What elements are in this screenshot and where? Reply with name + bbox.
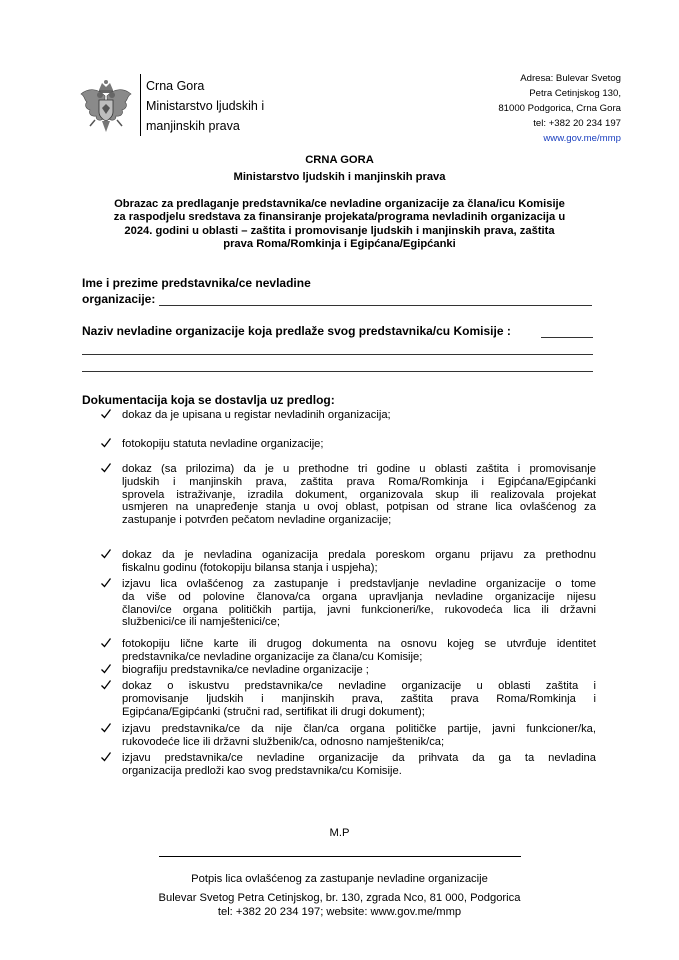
documentation-item: [122, 680, 596, 718]
title-ministry: Ministarstvo ljudskih i manjinskih prava: [233, 171, 446, 183]
header-country: Crna Gora: [146, 79, 205, 93]
footer-address: Bulevar Svetog Petra Cetinjskog, br. 130, zgrada Nco, 81 000, Podgorica: [158, 892, 521, 904]
checkmark-icon: [100, 577, 112, 589]
documentation-item-line: izjavu lica ovlašćenog za zastupanje i predstavljanje nevladine organizacije o tome: [122, 578, 596, 590]
checkmark-icon: [100, 679, 112, 691]
documentation-item: [122, 438, 596, 451]
checkmark-icon: [100, 637, 112, 649]
checkmark-icon: [100, 437, 112, 449]
header-address-line-3: 81000 Podgorica, Crna Gora: [498, 103, 621, 114]
documentation-item-line: dokaz (sa prilozima) da je u prethodne tri godine u oblasti zaštita i promovisanje: [122, 463, 596, 475]
documentation-item-line: zastupanje i potvrđen pečatom nevladine organizacije;: [122, 514, 392, 527]
checkmark-icon: [100, 663, 112, 675]
documentation-item-line: da više od polovine članova/ca organa upravljanja nevladine organizacije nijesu: [122, 590, 596, 603]
signature-line[interactable]: [159, 856, 521, 857]
documentation-item: [122, 578, 596, 629]
checkmark-icon: [100, 722, 112, 734]
documentation-item-line: biografiju predstavnika/ce nevladine organizacije ;: [122, 664, 369, 676]
checkmark-icon: [100, 751, 112, 763]
documentation-item-line: sprovela istraživanje, izradila dokument, organizovala skup ili realizovala projekat: [122, 488, 596, 501]
documentation-item: [122, 638, 596, 664]
documentation-item-line: članovi/ce organa političkih partija, javni funkcioneri/ke, rukovodeća lica ili državni: [122, 603, 596, 616]
header-address-line-2: Petra Cetinjskog 130,: [529, 88, 621, 99]
ngo-name-field[interactable]: [541, 337, 593, 338]
ngo-name-label: Naziv nevladine organizacije koja predlaže svog predstavnika/cu Komisije :: [82, 324, 511, 338]
header-address-line-1: Adresa: Bulevar Svetog: [520, 73, 621, 84]
documentation-item-line: fotokopiju lične karte ili drugog dokumenta na osnovu kojeg se utvrđuje identitet: [122, 638, 596, 650]
representative-label-2: organizacije:: [82, 292, 156, 306]
stamp-label: M.P: [329, 827, 350, 839]
documentation-item-line: fotokopiju statuta nevladine organizacije;: [122, 438, 324, 450]
documentation-item-line: rukovodeće lice ili državni službenik/ca, odnosno namještenik/ca;: [122, 735, 445, 748]
header-phone: tel: +382 20 234 197: [533, 118, 621, 129]
checkmark-icon: [100, 408, 112, 420]
documentation-item-line: izjavu predstavnika/ce da nije član/ca organa političke partije, javni funkcioner/ka,: [122, 723, 596, 735]
documentation-item: [122, 752, 596, 778]
checkmark-icon: [100, 548, 112, 560]
checkmark-icon: [100, 462, 112, 474]
title-country: CRNA GORA: [305, 154, 374, 166]
documentation-item-line: fiskalnu godinu (fotokopiju bilansa stanja i uspjeha);: [122, 561, 378, 574]
documentation-item-line: organizacija predloži kao svog predstavnika/cu Komisije.: [122, 764, 402, 777]
documentation-item: [122, 723, 596, 749]
ngo-name-field-line-3[interactable]: [82, 371, 593, 372]
documentation-item-line: promovisanje ljudskih i manjinskih prava, zaštita prava Roma/Romkinja i: [122, 692, 596, 705]
form-title-line-3: 2024. godini u oblasti – zaštita i promovisanje ljudskih i manjinskih prava, zaštita: [124, 225, 555, 237]
header-divider: [140, 74, 141, 136]
documentation-item-line: izjavu predstavnika/ce nevladine organizacije da prihvata da ga ta nevladina: [122, 752, 596, 764]
footer-contact: tel: +382 20 234 197; website: www.gov.me/mmp: [217, 906, 462, 918]
documentation-item-line: dokaz da je nevladina oganizacija predala poreskom organu prijavu za prethodnu: [122, 549, 596, 561]
documentation-item: [122, 463, 596, 527]
form-title-line-2: za raspodjelu sredstava za finansiranje projekata/programa nevladinih organizacija u: [113, 211, 566, 223]
signature-caption: Potpis lica ovlašćenog za zastupanje nevladine organizacije: [191, 873, 488, 885]
documentation-item-line: predstavnika/ce nevladine organizacije za člana/cu Komisije;: [122, 650, 423, 663]
documentation-item-line: ljudskih i manjinskih prava, zaštita prava Roma/Romkinja i Egipćana/Egipćanki: [122, 475, 596, 488]
documentation-item-line: Egipćana/Egipćanki (stručni rad, sertifikat ili drugi dokument);: [122, 705, 425, 718]
header-website-link[interactable]: www.gov.me/mmp: [543, 133, 621, 144]
documentation-item-line: usmjeren na unapređenje stanja u ovoj oblast, potpisan od strane lica ovlašćenog za: [122, 501, 596, 514]
coat-of-arms-icon: [78, 78, 134, 136]
documentation-item: [122, 664, 596, 677]
documentation-item-line: službenici/ce ili namještenici/ce;: [122, 616, 280, 629]
form-title-line-4: prava Roma/Romkinja i Egipćana/Egipćanki: [223, 238, 456, 250]
documentation-item: [122, 549, 596, 575]
documentation-item-line: dokaz o iskustvu predstavnika/ce nevladine organizacije u oblasti zaštita i: [122, 680, 596, 692]
ngo-name-field-line-2[interactable]: [82, 354, 593, 355]
form-title-line-1: Obrazac za predlaganje predstavnika/ce nevladine organizacije za člana/icu Komisije: [114, 198, 565, 210]
documentation-item: [122, 409, 596, 422]
representative-label: Ime i prezime predstavnika/ce nevladine: [82, 276, 311, 290]
documentation-item-line: dokaz da je upisana u registar nevladinih organizacija;: [122, 409, 391, 421]
header-ministry-line-1: Ministarstvo ljudskih i: [146, 99, 265, 113]
header-ministry-line-2: manjinskih prava: [146, 119, 240, 133]
representative-name-field[interactable]: [159, 305, 592, 306]
documentation-heading: Dokumentacija koja se dostavlja uz predlog:: [82, 393, 335, 407]
